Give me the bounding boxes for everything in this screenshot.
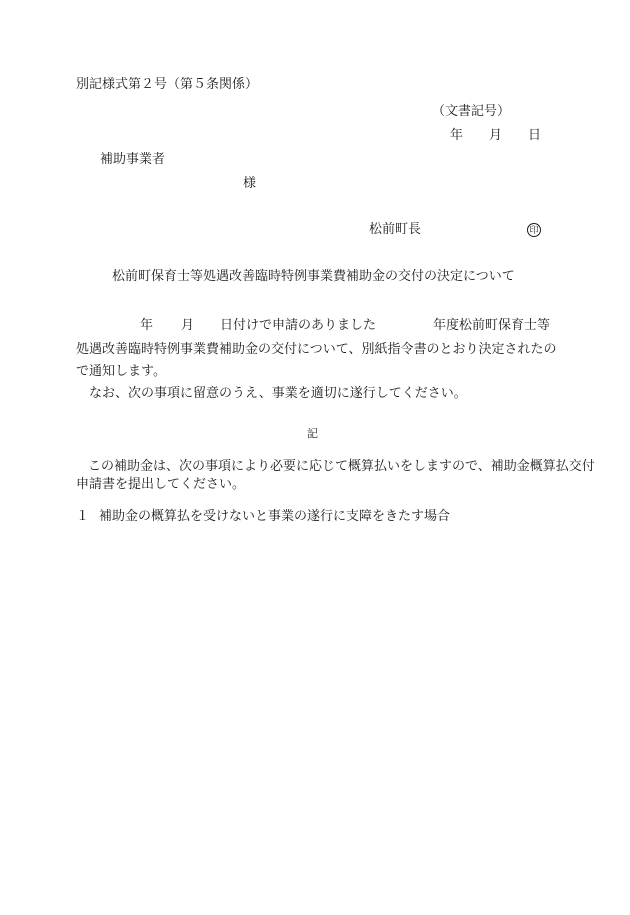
body-application-date-text: 日付けで申請のありました (220, 318, 377, 333)
body-year: 年 (140, 318, 154, 333)
item-text: 補助金の概算払を受けないと事業の遂行に支障をきたす場合 (99, 509, 451, 524)
ki-heading: 記 (307, 427, 318, 440)
body-line-2: 処遇改善臨時特例事業費補助金の交付について、別紙指令書のとおり決定されたの (76, 342, 557, 357)
note-line-1: この補助金は、次の事項により必要に応じて概算払いをしますので、補助金概算払交付 (88, 459, 595, 474)
sender-name: 松前町長 (369, 222, 422, 237)
document-title: 松前町保育士等処遇改善臨時特例事業費補助金の交付の決定について (112, 269, 515, 284)
seal-mark (527, 222, 541, 238)
body-fiscal-year-text: 年度松前町保育士等 (433, 318, 551, 333)
body-month: 月 (181, 318, 195, 333)
recipient-honorific: 様 (243, 176, 257, 191)
note-line-2: 申請書を提出してください。 (76, 477, 246, 492)
body-line-4: なお、次の事項に留意のうえ、事業を適切に遂行してください。 (89, 386, 467, 401)
seal-icon: 印 (527, 223, 541, 237)
date-month: 月 (489, 128, 503, 143)
form-number: 別記様式第２号（第５条関係） (76, 77, 259, 92)
date-year: 年 (450, 128, 464, 143)
body-line-3: で通知します。 (76, 364, 166, 379)
date-day: 日 (528, 128, 542, 143)
item-number: １ (76, 509, 90, 524)
recipient-label: 補助事業者 (100, 152, 166, 167)
document-number: （文書記号） (432, 104, 511, 119)
